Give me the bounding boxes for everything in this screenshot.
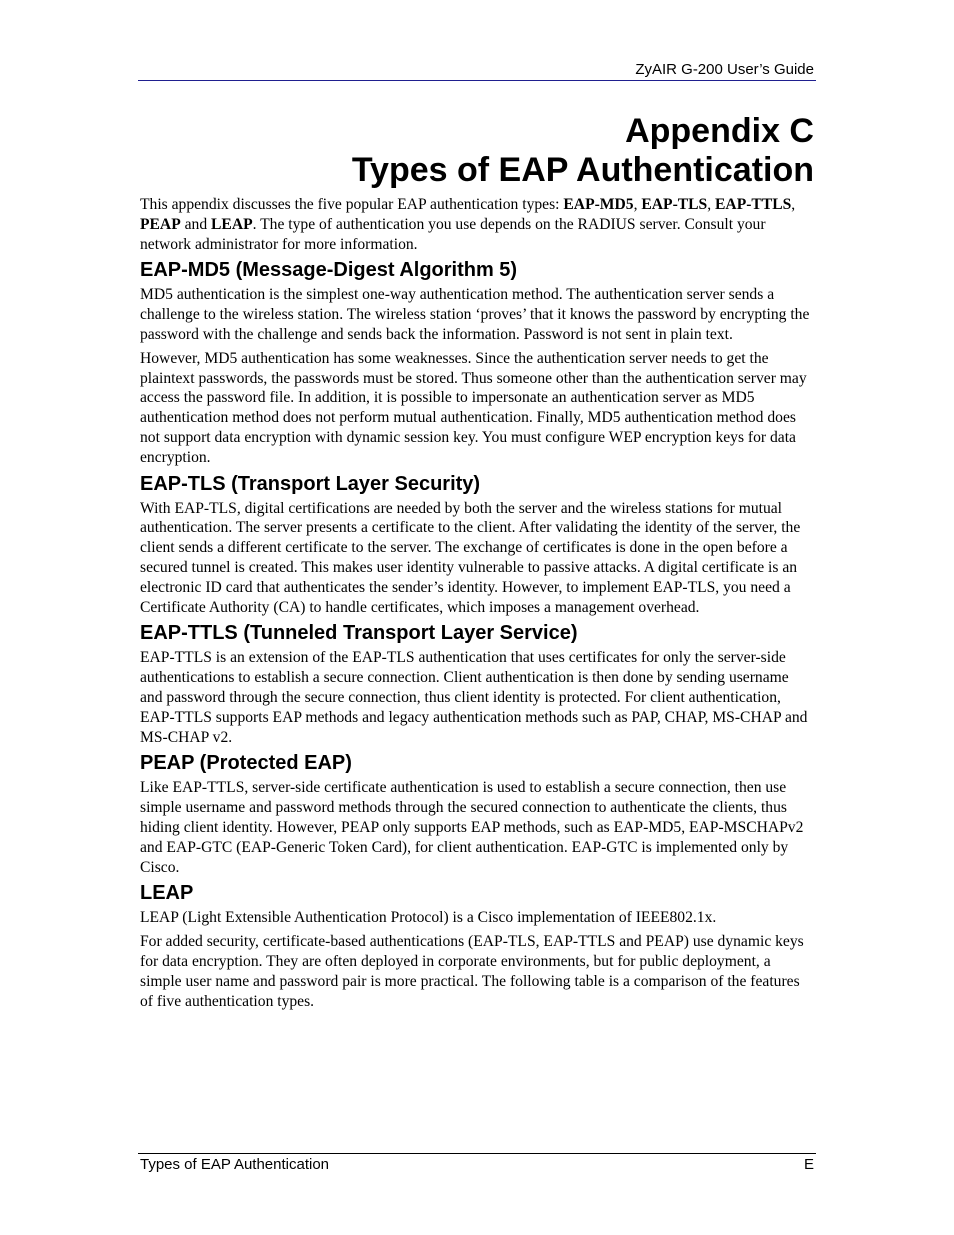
intro-text: . The type of authentication you use depends on the RADIUS server. Consult your network administrator for more information. [140, 215, 766, 253]
intro-sep: , [633, 196, 642, 213]
intro-term-eap-tls: EAP-TLS [641, 196, 708, 213]
running-header: ZyAIR G-200 User’s Guide [635, 61, 814, 78]
intro-term-leap: LEAP [211, 215, 253, 233]
section-heading-eap-tls: EAP-TLS (Transport Layer Security) [140, 472, 481, 495]
intro-sep: , [791, 196, 796, 213]
section-paragraph: Like EAP-TTLS, server-side certificate authentication is used to establish a secure connection, then use simple username and password methods through the secured connection to authenticate the clients, thus hiding client identity. However, PEAP only supports EAP methods, such as EAP-MD5, EAP-MSCHAPv2 and EAP-GTC (EAP-Generic Token Card), for client authentication. EAP-GTC is implemented only by Cisco. [140, 779, 804, 876]
intro-text: This appendix discusses the five popular EAP authentication types: [140, 196, 564, 213]
body-content [140, 195, 815, 1015]
intro-term-eap-ttls: EAP-TTLS [715, 196, 792, 213]
intro-sep: and [180, 215, 212, 233]
section-paragraph: For added security, certificate-based authentications (EAP-TLS, EAP-TTLS and PEAP) use dynamic keys for data encryption. They are often deployed in corporate environments, but for public deployment, a simple user name and password pair is more practical. The following table is a comparison of the features of five authentication types. [140, 933, 804, 1010]
footer-section-title: Types of EAP Authentication [140, 1156, 330, 1173]
section-heading-eap-ttls: EAP-TTLS (Tunneled Transport Layer Service) [140, 622, 578, 645]
intro-sep: , [707, 196, 716, 213]
chapter-title-line-2: Types of EAP Authentication [351, 151, 814, 189]
section-heading-leap: LEAP [140, 882, 194, 905]
header-rule [138, 80, 816, 81]
section-paragraph: MD5 authentication is the simplest one-way authentication method. The authentication server sends a challenge to the wireless station. The wireless station ‘proves’ that it knows the password by encrypting the password with the challenge and sends back the information. Password is not sent in plain text. [140, 286, 810, 343]
section-heading-eap-md5: EAP-MD5 (Message-Digest Algorithm 5) [140, 259, 518, 282]
intro-term-peap: PEAP [140, 215, 181, 233]
footer-rule [138, 1153, 816, 1154]
section-paragraph: LEAP (Light Extensible Authentication Protocol) is a Cisco implementation of IEEE802.1x. [140, 909, 717, 927]
section-heading-peap: PEAP (Protected EAP) [140, 752, 352, 775]
chapter-title-line-1: Appendix C [625, 112, 814, 150]
section-paragraph: However, MD5 authentication has some weaknesses. Since the authentication server needs to get the plaintext passwords, the passwords must be stored. Thus someone other than the authentication server may access the password file. In addition, it is possible to impersonate an authentication server as MD5 authentication method does not perform mutual authentication. Finally, MD5 authentication method does not support data encryption with dynamic session key. You must configure WEP encryption keys for data encryption. [140, 349, 807, 466]
intro-term-eap-md5: EAP-MD5 [563, 196, 634, 213]
page-number: E [803, 1156, 814, 1173]
section-paragraph: EAP-TTLS is an extension of the EAP-TLS authentication that uses certificates for only the server-side authentications to establish a secure connection. Client authentication is then done by sending username and password through the secure connection, thus client identity is protected. For client authentication, EAP-TTLS supports EAP methods and legacy authentication methods such as PAP, CHAP, MS-CHAP and MS-CHAP v2. [140, 649, 808, 746]
section-paragraph: With EAP-TLS, digital certifications are needed by both the server and the wireless stations for mutual authentication. The server presents a certificate to the client. After validating the identity of the server, the client sends a different certificate to the server. The exchange of certificates is done in the open before a secured tunnel is created. This makes user identity vulnerable to passive attacks. A digital certificate is an electronic ID card that authenticates the sender’s identity. However, to implement EAP-TLS, you need a Certificate Authority (CA) to handle certificates, which imposes a management overhead. [140, 499, 801, 616]
chapter-title [140, 112, 814, 190]
intro-paragraph [140, 195, 815, 254]
